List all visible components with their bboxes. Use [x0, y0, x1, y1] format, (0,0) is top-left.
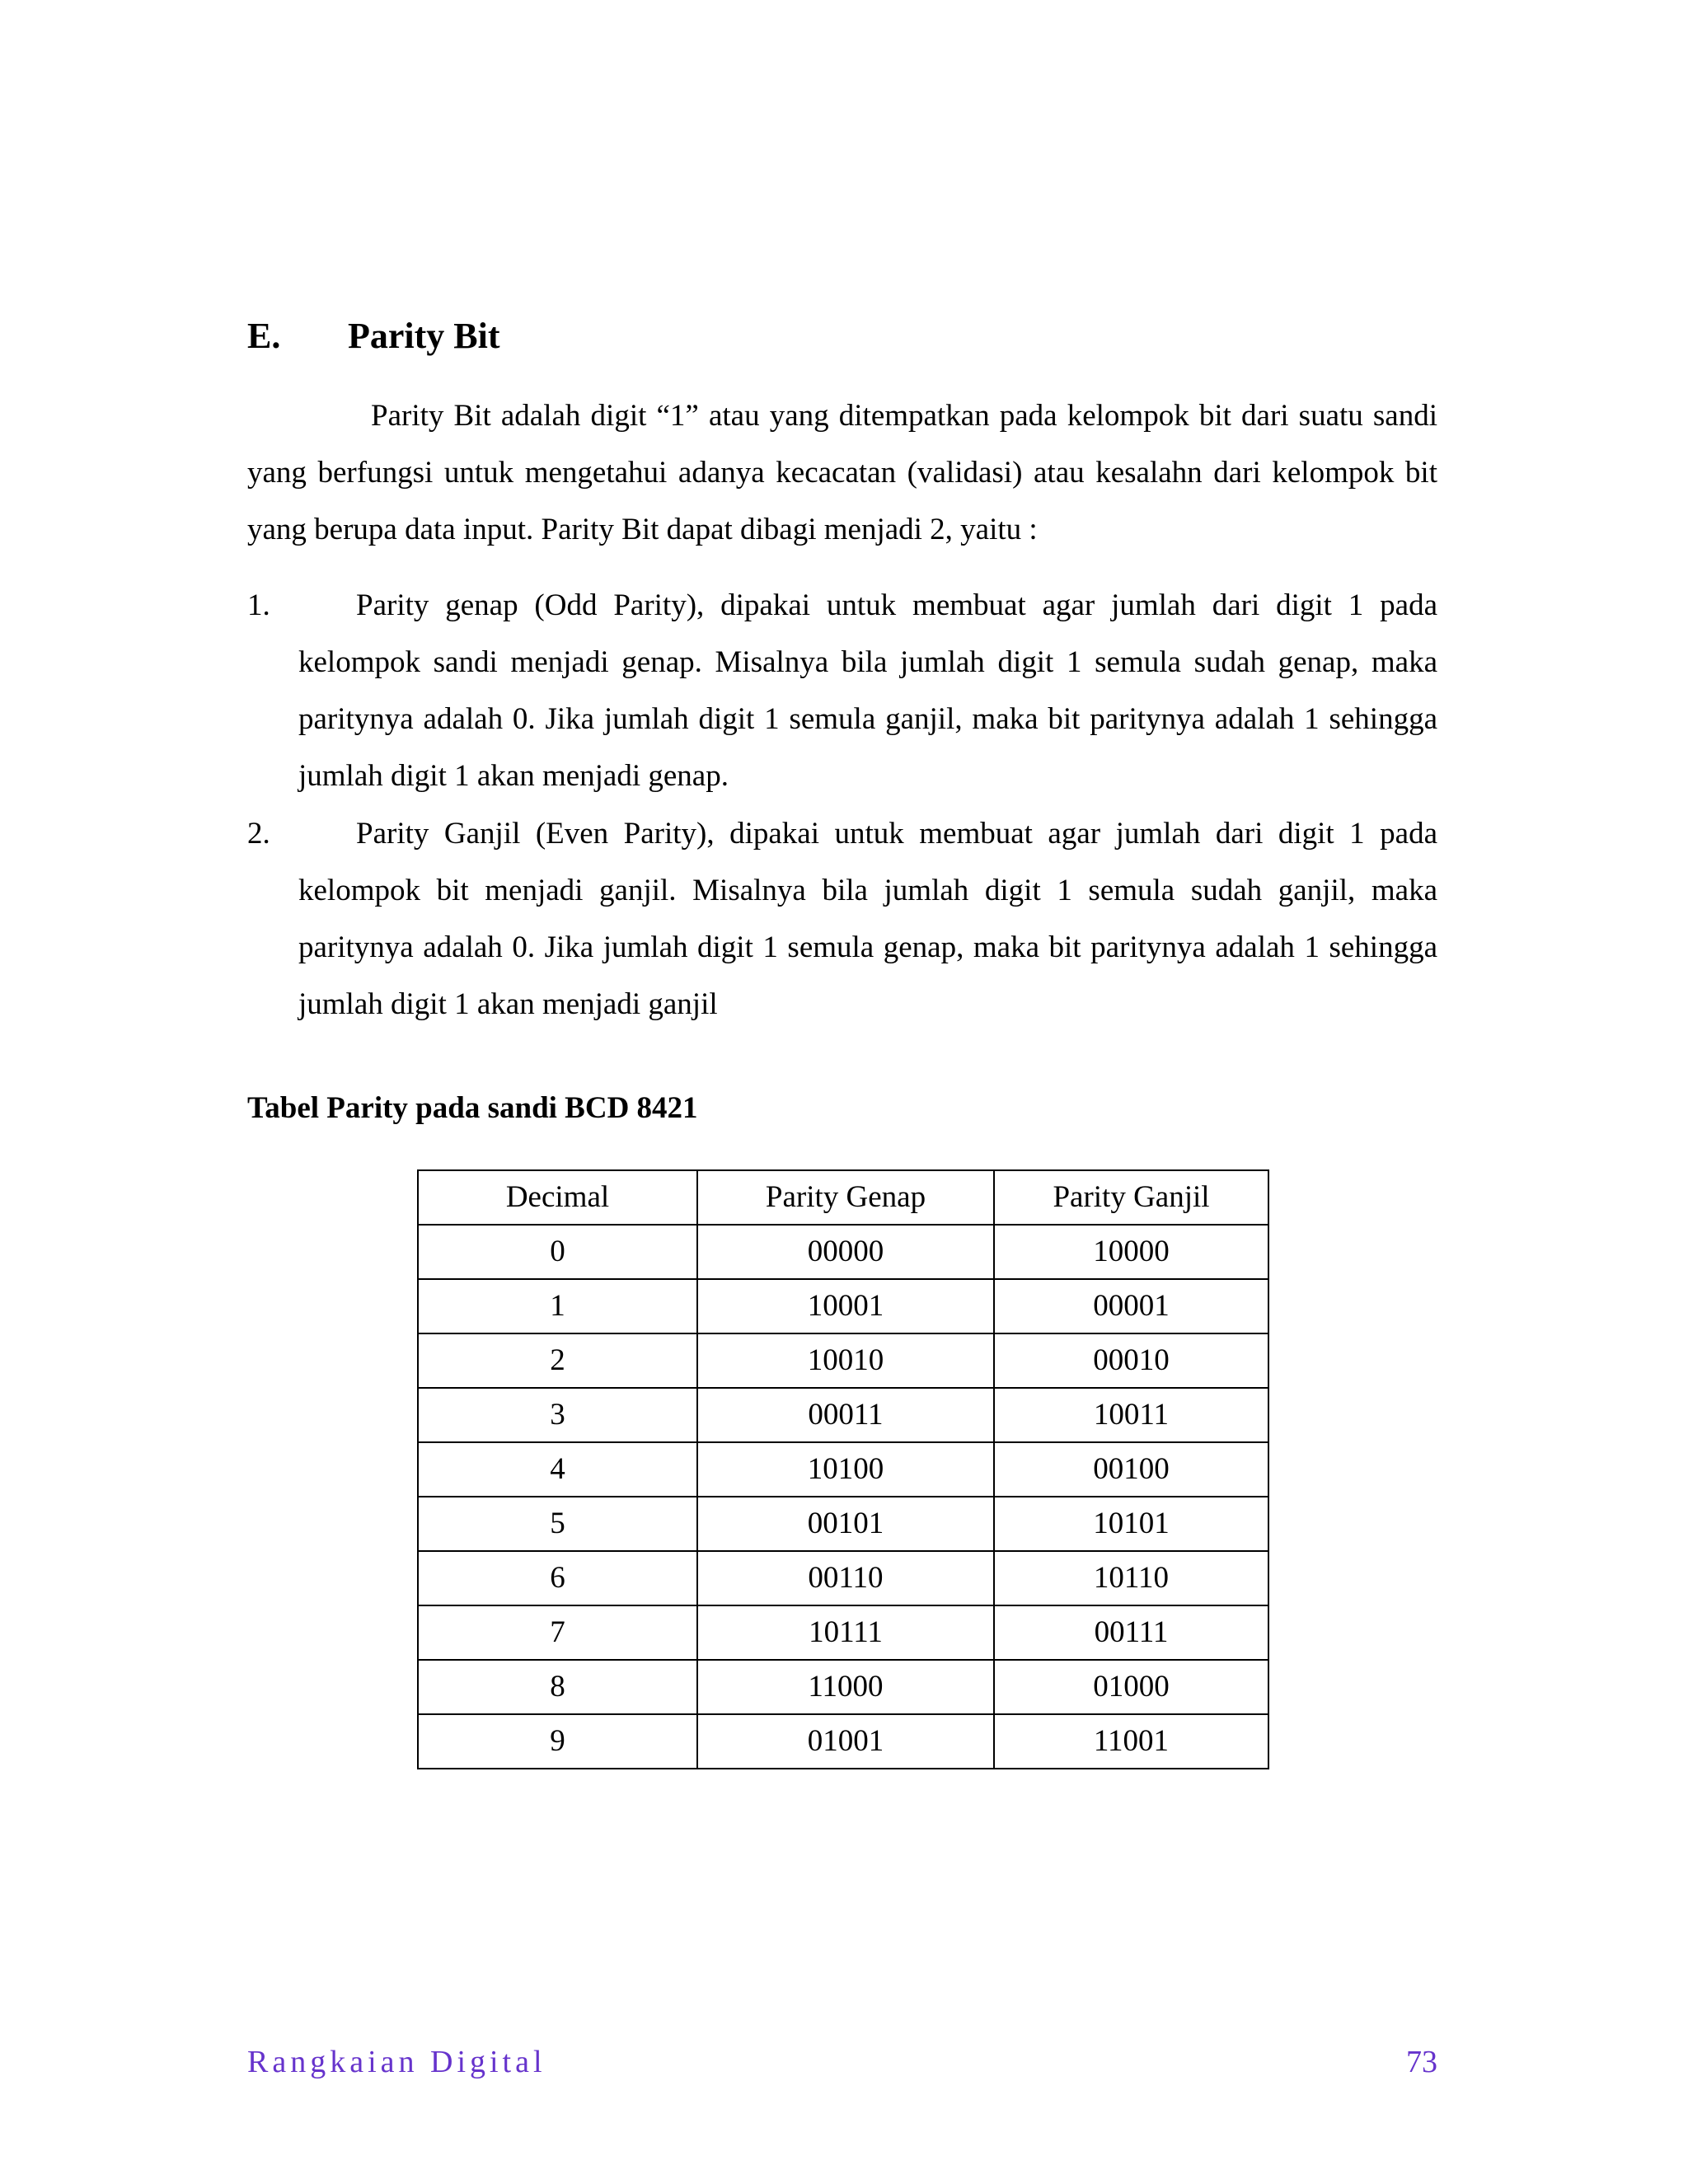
cell-decimal: 1 [418, 1279, 697, 1333]
cell-parity-genap: 00011 [697, 1388, 994, 1442]
cell-parity-ganjil: 00111 [994, 1605, 1268, 1660]
cell-parity-genap: 10010 [697, 1333, 994, 1388]
table-title: Tabel Parity pada sandi BCD 8421 [247, 1091, 698, 1125]
footer-book-title: Rangkaian Digital [247, 2045, 546, 2079]
cell-parity-ganjil: 10101 [994, 1497, 1268, 1551]
parity-table [417, 1169, 1269, 1769]
list-marker: 2. [247, 817, 270, 851]
list-item [247, 805, 1437, 1033]
footer-page-number: 73 [1406, 2045, 1437, 2079]
cell-parity-genap: 01001 [697, 1714, 994, 1769]
cell-parity-genap: 10001 [697, 1279, 994, 1333]
cell-parity-genap: 00000 [697, 1225, 994, 1279]
section-heading [247, 312, 500, 361]
table-row [418, 1279, 1268, 1333]
table-row [418, 1442, 1268, 1497]
cell-decimal: 8 [418, 1660, 697, 1714]
cell-parity-genap: 11000 [697, 1660, 994, 1714]
cell-decimal: 0 [418, 1225, 697, 1279]
intro-paragraph: Parity Bit adalah digit “1” atau yang ditempatkan pada kelompok bit dari suatu sandi yang berfungsi untuk mengetahui adanya kecacatan (validasi) atau kesalahn dari kelompok bit yang berupa data input. Parity Bit dapat dibagi menjadi 2, yaitu : [247, 399, 1437, 546]
table-row [418, 1225, 1268, 1279]
section-number: E. [247, 316, 281, 356]
list-item-text: Parity Ganjil (Even Parity), dipakai untuk membuat agar jumlah dari digit 1 pada kelompok bit menjadi ganjil. Misalnya bila jumlah digit 1 semula sudah ganjil, maka paritynya adalah 0. Jika jumlah digit 1 semula genap, maka bit paritynya adalah 1 sehingga jumlah digit 1 akan menjadi ganjil [298, 817, 1437, 1021]
cell-decimal: 2 [418, 1333, 697, 1388]
cell-decimal: 7 [418, 1605, 697, 1660]
table-row [418, 1333, 1268, 1388]
cell-decimal: 3 [418, 1388, 697, 1442]
cell-parity-ganjil: 00010 [994, 1333, 1268, 1388]
table-row [418, 1714, 1268, 1769]
cell-decimal: 6 [418, 1551, 697, 1605]
cell-parity-ganjil: 00100 [994, 1442, 1268, 1497]
cell-decimal: 5 [418, 1497, 697, 1551]
cell-parity-genap: 10111 [697, 1605, 994, 1660]
table-row [418, 1497, 1268, 1551]
table-header-row [418, 1170, 1268, 1225]
cell-parity-genap: 00101 [697, 1497, 994, 1551]
cell-parity-ganjil: 10011 [994, 1388, 1268, 1442]
cell-parity-genap: 00110 [697, 1551, 994, 1605]
column-header-parity-ganjil: Parity Ganjil [994, 1170, 1268, 1225]
cell-parity-ganjil: 01000 [994, 1660, 1268, 1714]
cell-parity-ganjil: 10110 [994, 1551, 1268, 1605]
cell-parity-ganjil: 11001 [994, 1714, 1268, 1769]
table-row [418, 1388, 1268, 1442]
table-row [418, 1605, 1268, 1660]
list-marker: 1. [247, 588, 270, 622]
cell-parity-genap: 10100 [697, 1442, 994, 1497]
table-row [418, 1660, 1268, 1714]
column-header-parity-genap: Parity Genap [697, 1170, 994, 1225]
table-row [418, 1551, 1268, 1605]
section-title: Parity Bit [348, 316, 500, 356]
list-item [247, 577, 1437, 804]
list-item-text: Parity genap (Odd Parity), dipakai untuk membuat agar jumlah dari digit 1 pada kelompok sandi menjadi genap. Misalnya bila jumlah digit 1 semula sudah genap, maka paritynya adalah 0. Jika jumlah digit 1 semula ganjil, maka bit paritynya adalah 1 sehingga jumlah digit 1 akan menjadi genap. [298, 588, 1437, 793]
cell-parity-ganjil: 00001 [994, 1279, 1268, 1333]
cell-decimal: 4 [418, 1442, 697, 1497]
column-header-decimal: Decimal [418, 1170, 697, 1225]
cell-decimal: 9 [418, 1714, 697, 1769]
cell-parity-ganjil: 10000 [994, 1225, 1268, 1279]
